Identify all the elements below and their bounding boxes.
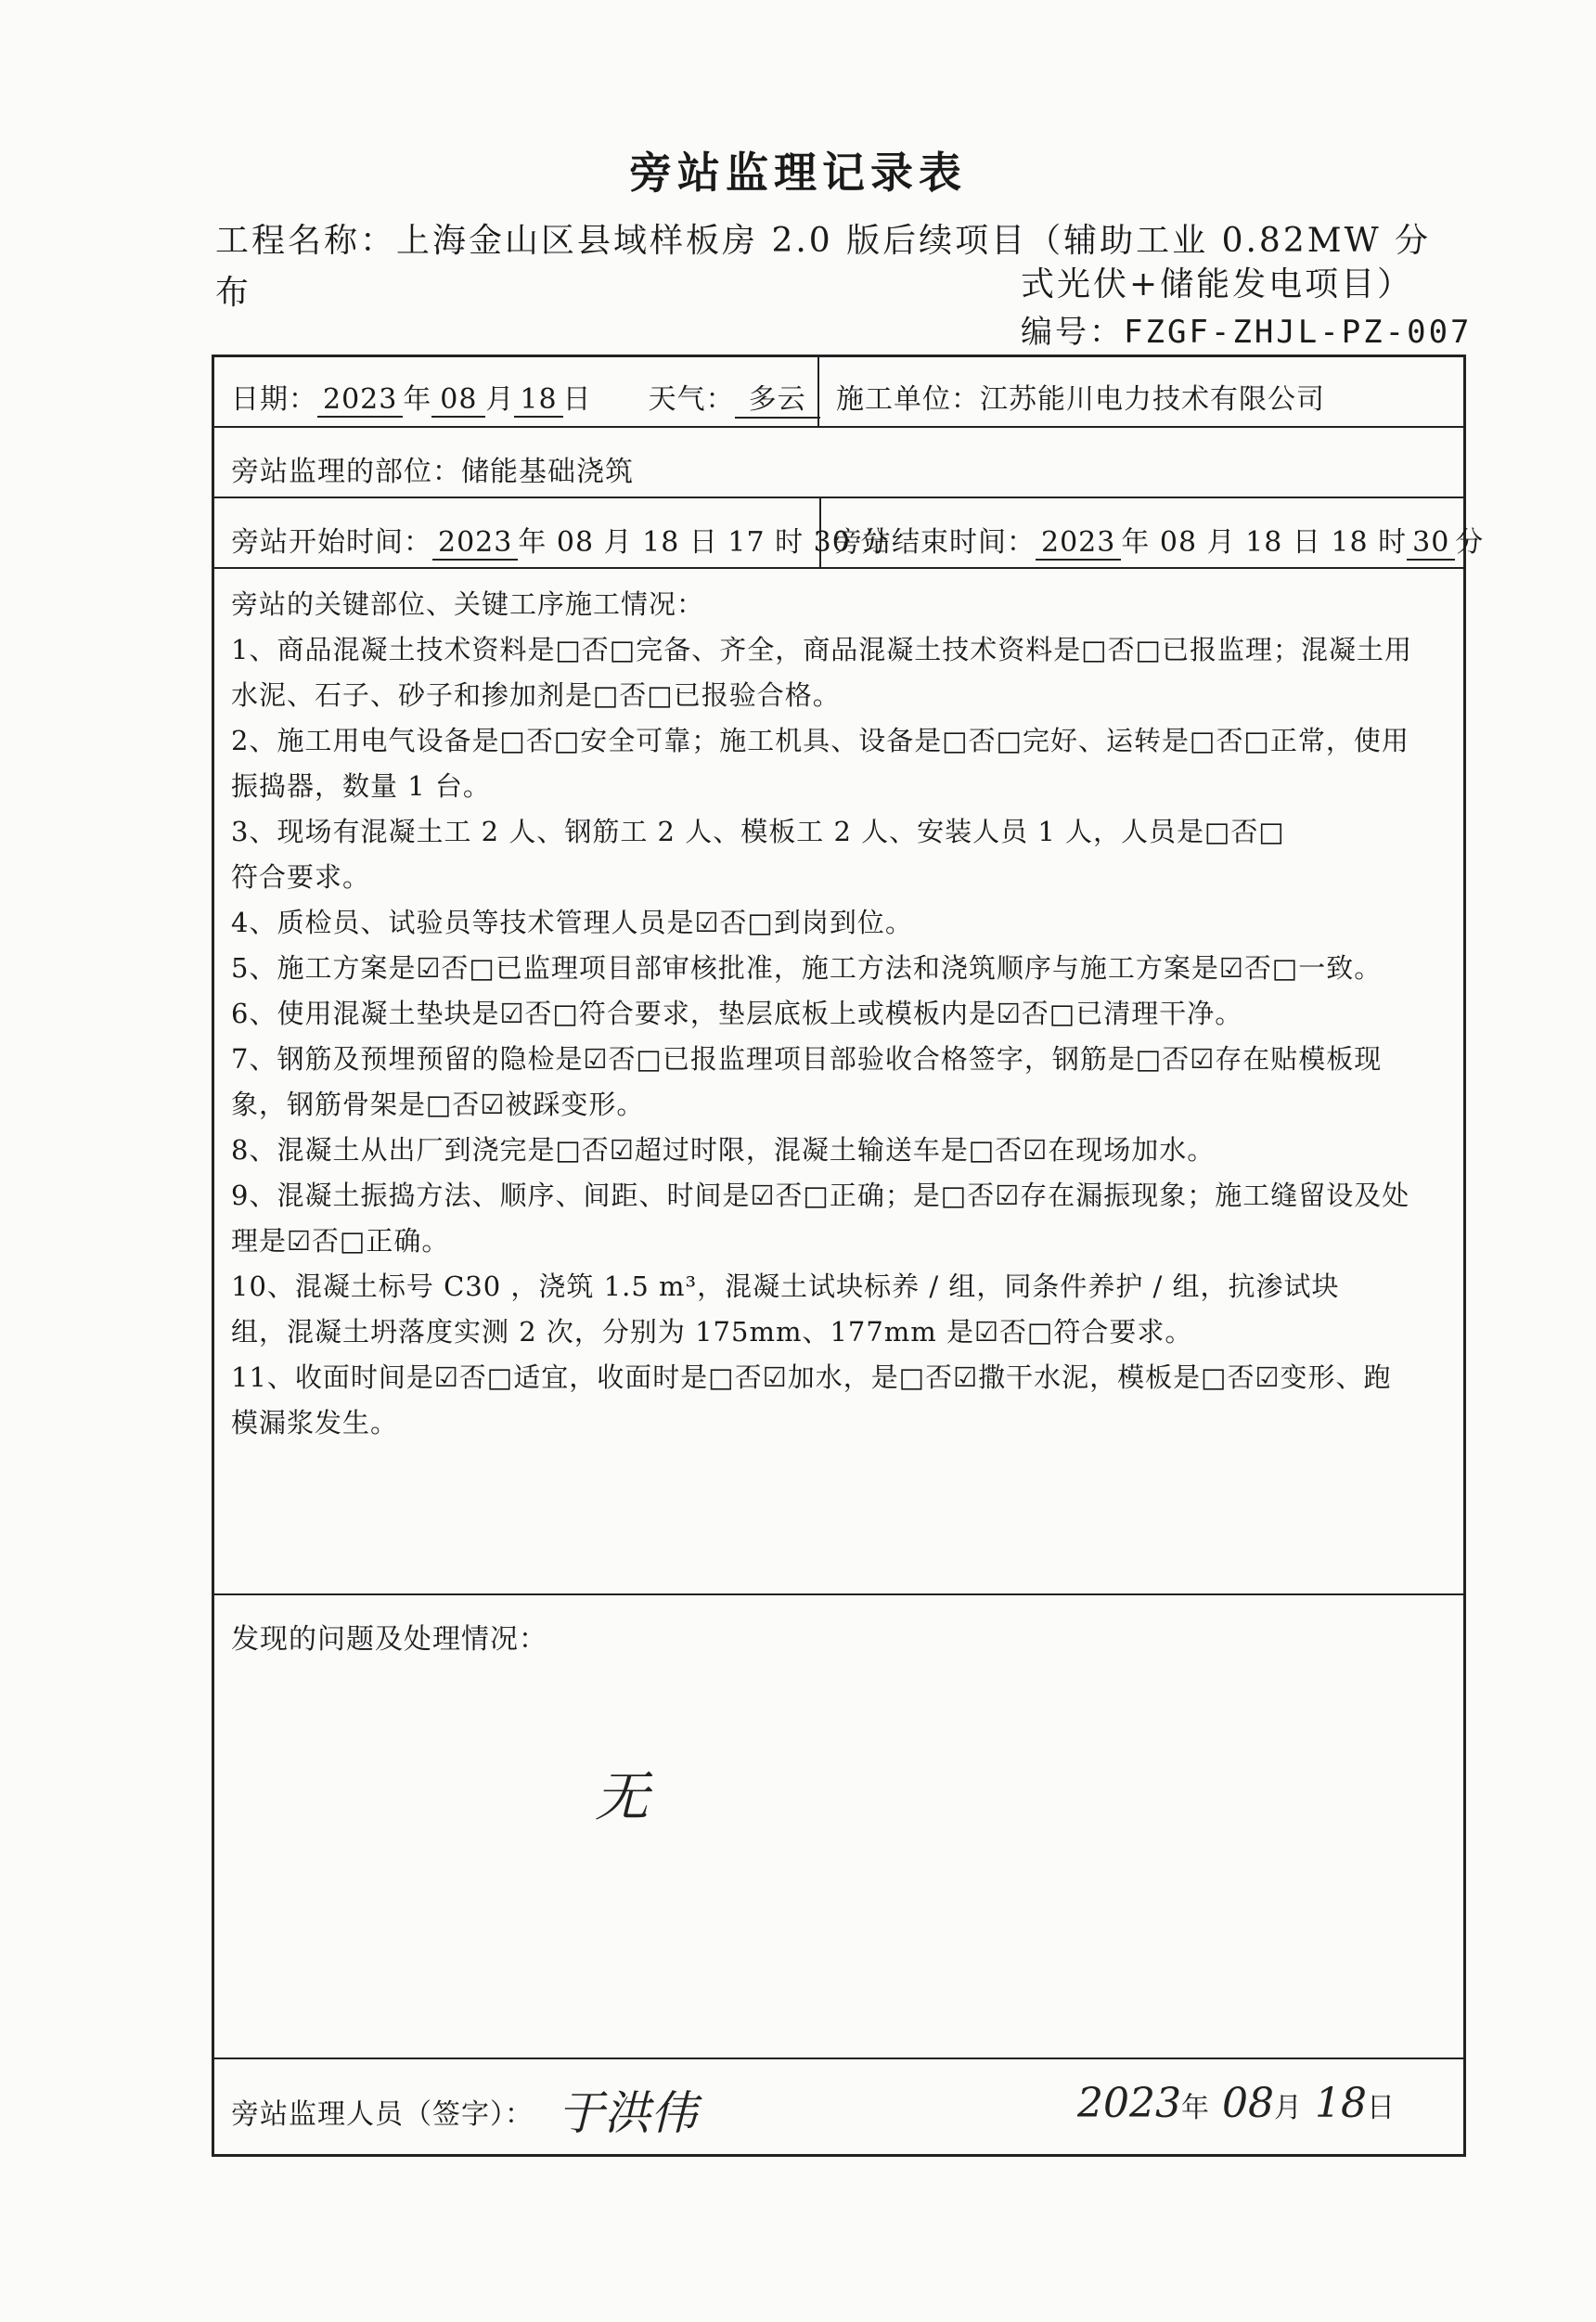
end-minute: 30: [1407, 526, 1455, 561]
body-line: 8、混凝土从出厂到浇完是□否☑超过时限，混凝土输送车是□否☑在现场加水。: [231, 1134, 1216, 1166]
body-line: 9、混凝土振捣方法、顺序、间距、时间是☑否□正确；是□否☑存在漏振现象；施工缝留设及处: [231, 1180, 1410, 1211]
body-line: 振捣器，数量 1 台。: [231, 770, 491, 802]
date-day: 18: [514, 383, 562, 418]
end-rest: 年 08 月 18 日 18 时: [1121, 526, 1408, 559]
body-line: 11、收面时间是☑否□适宜，收面时是□否☑加水，是□否☑撒干水泥，模板是□否☑变形、跑: [231, 1361, 1392, 1393]
project-name-line2: 式光伏+储能发电项目）: [1021, 265, 1414, 303]
sign-year-unit: 年: [1180, 2092, 1209, 2124]
date-label: 日期：: [231, 383, 317, 416]
date-weather-cell: [214, 357, 819, 426]
document-code: [1021, 306, 1473, 352]
date-month: 08: [431, 383, 485, 418]
end-label: 旁站结束时间：: [834, 526, 1036, 559]
year-unit: 年: [403, 383, 432, 416]
start-year: 2023: [432, 526, 518, 561]
end-tail: 分: [1455, 526, 1485, 559]
start-rest: 年 08 月 18 日 17 时 30 分: [518, 526, 890, 559]
sign-day-unit: 日: [1366, 2092, 1395, 2124]
body-line: 10、混凝土标号 C30 ，浇筑 1.5 m³，混凝土试块标养 / 组，同条件养护 / 组，抗渗试块: [231, 1271, 1340, 1302]
row-date: [214, 357, 1463, 428]
row-time: [214, 498, 1485, 569]
end-year: 2023: [1036, 526, 1121, 561]
sign-year: 2023: [1077, 2080, 1181, 2127]
body-line: 象，钢筋骨架是□否☑被踩变形。: [231, 1089, 645, 1120]
signature-name: 于洪伟: [558, 2086, 697, 2140]
body-line: 7、钢筋及预埋预留的隐检是☑否□已报监理项目部验收合格签字，钢筋是□否☑存在贴模板现: [231, 1043, 1383, 1075]
code-value: FZGF-ZHJL-PZ-007: [1124, 314, 1473, 351]
unit-value: 江苏能川电力技术有限公司: [980, 383, 1325, 416]
row-signature: [214, 2059, 1463, 2154]
record-table: [212, 355, 1485, 2157]
body-line: 5、施工方案是☑否□已监理项目部审核批准，施工方法和浇筑顺序与施工方案是☑否□一致。: [231, 952, 1383, 984]
page-title: 旁站监理记录表: [629, 148, 967, 198]
unit-label: 施工单位：: [836, 383, 980, 416]
row-problems: [214, 1595, 1463, 2059]
body-line: 组，混凝土坍落度实测 2 次，分别为 175mm、177mm 是☑否□符合要求。: [231, 1316, 1193, 1348]
project-name-line1: 工程名称：上海金山区县域样板房 2.0 版后续项目（辅助工业 0.82MW 分布: [215, 222, 1432, 312]
end-time-cell: [821, 498, 1485, 567]
sign-month: 08: [1221, 2080, 1274, 2127]
body-line: 3、现场有混凝土工 2 人、钢筋工 2 人、模板工 2 人、安装人员 1 人，人员是□否□: [231, 816, 1285, 847]
row-key-parts: [214, 569, 1463, 1595]
start-label: 旁站开始时间：: [231, 526, 432, 559]
weather-label: 天气：: [648, 383, 735, 416]
body-line: 6、使用混凝土垫块是☑否□符合要求，垫层底板上或模板内是☑否□已清理干净。: [231, 998, 1243, 1029]
body-line: 1、商品混凝土技术资料是□否□完备、齐全，商品混凝土技术资料是□否□已报监理；混凝土用: [231, 634, 1413, 665]
body-line: 模漏浆发生。: [231, 1407, 399, 1438]
body-line: 符合要求。: [231, 861, 371, 893]
date-year: 2023: [317, 383, 403, 418]
day-unit: 日: [562, 383, 592, 416]
key-parts-content: [231, 582, 1450, 1446]
key-parts-heading: 旁站的关键部位、关键工序施工情况：: [231, 588, 705, 620]
problems-label: 发现的问题及处理情况：: [231, 1623, 547, 1656]
weather-value: 多云: [735, 376, 820, 419]
code-label: 编号：: [1021, 314, 1124, 351]
signature-date: [1077, 2080, 1395, 2127]
problems-value: 无: [595, 1765, 650, 1828]
row-location: [214, 428, 1463, 498]
month-unit: 月: [485, 383, 515, 416]
body-line: 理是☑否□正确。: [231, 1225, 450, 1257]
body-line: 水泥、石子、砂子和掺加剂是□否□已报验合格。: [231, 679, 841, 711]
sign-month-unit: 月: [1273, 2092, 1302, 2124]
body-line: 4、质检员、试验员等技术管理人员是☑否□到岗到位。: [231, 907, 913, 938]
sign-day: 18: [1314, 2080, 1367, 2127]
location-label: 旁站监理的部位：: [231, 456, 461, 488]
body-line: 2、施工用电气设备是□否□安全可靠；施工机具、设备是□否□完好、运转是□否□正常，使用: [231, 725, 1409, 756]
start-time-cell: [214, 498, 890, 567]
construction-unit-cell: [819, 357, 1463, 426]
signature-label: 旁站监理人员（签字）：: [231, 2098, 534, 2131]
location-value: 储能基础浇筑: [461, 456, 634, 488]
